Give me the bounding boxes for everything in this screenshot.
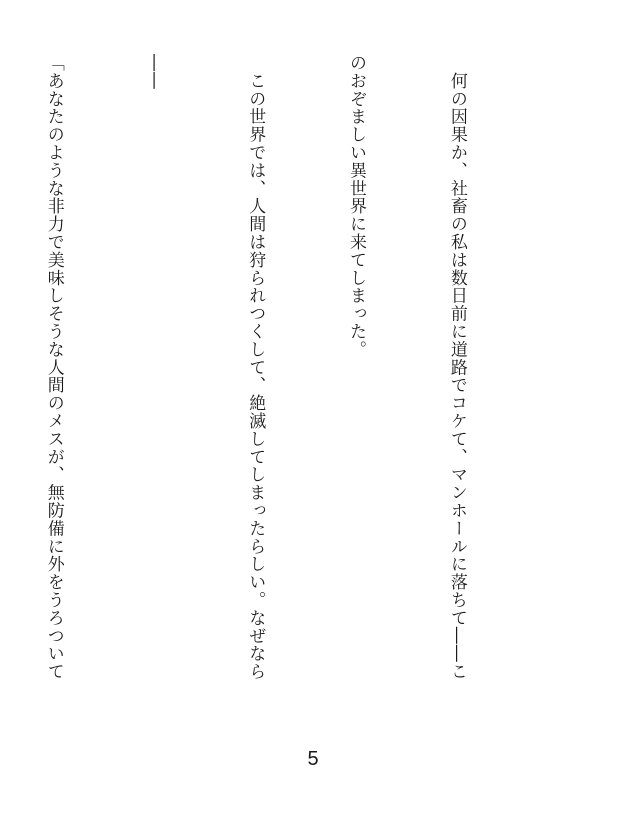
text-line: 「あなたのような非力で美味しそうな人間のメスが、無防備に外をうろついて [43, 54, 64, 681]
text-line: 何の因果か、社畜の私は数日前に道路でコケて、マンホールに落ちて――こ [446, 54, 467, 681]
text-line: のおぞましい異世界に来てしまった。 [346, 54, 367, 359]
text-line: ―― [144, 54, 165, 90]
text-line: この世界では、人間は狩られつくして、絶滅してしまったらしい。なぜなら [245, 54, 266, 681]
page-number: 5 [307, 748, 319, 770]
body-text [43, 54, 540, 694]
